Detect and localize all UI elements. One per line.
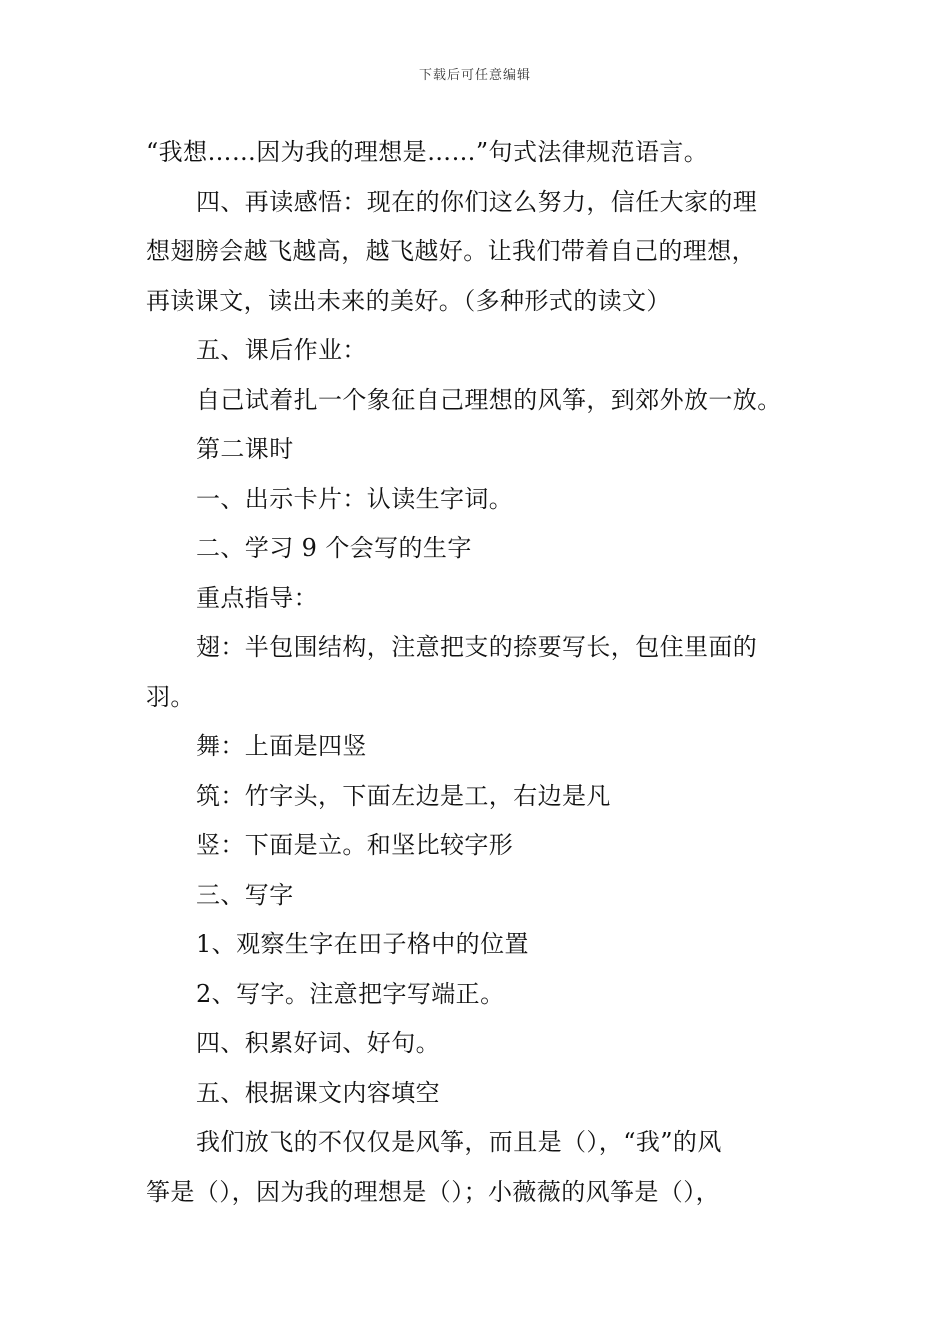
text-line: 想翅膀会越飞越高，越飞越好。让我们带着自己的理想， — [146, 237, 756, 265]
text-line: 竖：下面是立。和坚比较字形 — [196, 831, 514, 859]
text-line: 舞：上面是四竖 — [196, 732, 367, 760]
text-line: “我想……因为我的理想是……”句式法律规范语言。 — [146, 138, 709, 166]
page-header: 下载后可任意编辑 — [418, 68, 531, 83]
section-heading: 五、课后作业： — [196, 336, 367, 364]
text-line: 我们放飞的不仅仅是风筝，而且是（），“我”的风 — [196, 1128, 722, 1156]
text-line: 2、写字。注意把字写端正。 — [196, 979, 505, 1008]
text-line: 二、学习 9 个会写的生字 — [196, 534, 472, 562]
section-heading: 三、写字 — [196, 880, 294, 909]
section-heading: 四、积累好词、好句。 — [196, 1029, 440, 1057]
text-line: 翅：半包围结构，注意把支的捺要写长，包住里面的 — [196, 633, 758, 661]
text-line: 四、再读感悟：现在的你们这么努力，信任大家的理 — [196, 187, 758, 216]
text-line: 一、出示卡片：认读生字词。 — [196, 484, 514, 513]
section-heading: 五、根据课文内容填空 — [196, 1078, 440, 1107]
text-line: 1、观察生字在田子格中的位置 — [196, 930, 529, 958]
text-line: 羽。 — [146, 682, 195, 711]
text-line: 重点指导： — [196, 583, 318, 612]
section-heading: 第二课时 — [196, 435, 294, 463]
document-body — [146, 128, 806, 1217]
text-line: 筑：竹字头，下面左边是工，右边是凡 — [196, 781, 611, 810]
text-line: 筝是（），因为我的理想是（）；小薇薇的风筝是（）， — [146, 1177, 720, 1206]
text-line: 自己试着扎一个象征自己理想的风筝，到郊外放一放。 — [196, 385, 782, 414]
text-line: 再读课文，读出未来的美好。（多种形式的读文） — [146, 286, 671, 315]
